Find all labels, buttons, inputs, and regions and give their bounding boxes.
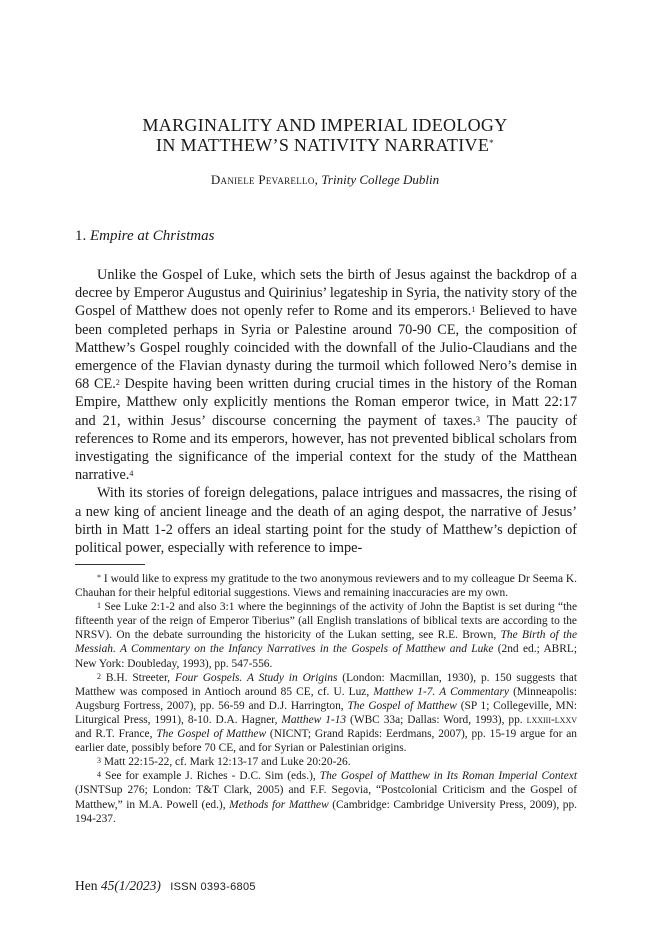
footnote-4-text-c: (Cambridge: Cambridge University Press, 2009), pp. 194-237. — [75, 798, 577, 825]
section-heading — [75, 228, 214, 245]
title-line-2-text: IN MATTHEW’S NATIVITY NARRATIVE — [156, 135, 490, 155]
paragraph-1 — [75, 266, 577, 484]
footnote-1-text-b: (2nd ed.; ABRL; New York: Doubleday, 1993), pp. 547-556. — [75, 643, 577, 670]
journal-volume: 45(1/2023) — [100, 878, 161, 893]
body-text — [75, 266, 577, 557]
footnote-3-text: Matt 22:15-22, cf. Mark 12:13-17 and Luke 20:20-26. — [101, 756, 351, 769]
footnote-ref-4[interactable]: 4 — [129, 469, 134, 479]
footnote-2-text-g: (NICNT; Grand Rapids: Eerdmans, 2007), pp. 15-19 argue for an earlier date, possibly before 70 CE, and for Syrian or Palestinian origins. — [75, 728, 577, 755]
footnote-ref-2[interactable]: 2 — [115, 378, 120, 388]
footnote-1-text-a: See Luke 2:1-2 and also 3:1 where the beginnings of the activity of John the Baptist is set during “the fifteenth year of the reign of Emperor Tiberius” (all English translations of biblical texts are according to the NRSV). On the debate surrounding the historicity of the Lukan setting, see R.E. Brown, — [75, 601, 577, 642]
footnote-2-text-d: (SP 1; Collegeville, MN: Liturgical Press, 1991), 8-10. D.A. Hagner, — [75, 699, 577, 726]
footnote-4 — [75, 769, 577, 825]
footnote-2-title-1: Four Gospels. A Study in Origins — [175, 671, 338, 684]
footnote-1 — [75, 600, 577, 670]
article-title — [60, 115, 590, 155]
page-footer — [75, 878, 256, 894]
footnote-2-title-2: Matthew 1-7. A Commentary — [373, 685, 509, 698]
footnote-2 — [75, 671, 577, 756]
author-name: Daniele Pevarello, — [210, 172, 319, 187]
section-number: 1. — [75, 228, 87, 244]
footnote-4-text-a: See for example J. Riches - D.C. Sim (eds.), — [101, 770, 320, 783]
title-line-2 — [60, 135, 590, 155]
footnote-2-roman-pages: lxxiii-lxxv — [526, 713, 578, 726]
footnote-2-title-5: The Gospel of Matthew — [156, 728, 267, 741]
footnote-ref-1[interactable]: 1 — [471, 305, 476, 315]
paragraph-1-text-d: The paucity of references to Rome and its emperors, however, has not prevented biblical scholars from investigating the significance of the imperial context for the study of the Matthean narrative. — [75, 412, 577, 484]
footnote-star-text: I would like to express my gratitude to the two anonymous reviewers and to my colleague Dr Seema K. Chauhan for their helpful editorial suggestions. Views and remaining inaccuracies are my own. — [75, 573, 577, 600]
journal-issn: ISSN 0393-6805 — [170, 881, 256, 893]
author-affiliation: Trinity College Dublin — [321, 172, 440, 187]
footnote-2-text-b: (London: Macmillan, 1930), p. 150 suggests that Matthew was composed in Antioch around 85 CE, cf. U. Luz, — [75, 671, 578, 698]
journal-name: Hen — [75, 878, 98, 893]
footnote-2-text-a: B.H. Streeter, — [101, 671, 176, 684]
footnote-ref-3[interactable]: 3 — [476, 414, 481, 424]
footnote-4-text-b: (JSNTSup 276; London: T&T Clark, 2005) and F.F. Segovia, “Postcolonial Criticism and the Gospel of Matthew,” in M.A. Powell (ed.), — [75, 784, 577, 811]
footnotes — [75, 572, 577, 826]
footnote-2-title-4: Matthew 1-13 — [281, 713, 347, 726]
footnote-4-title-2: Methods for Matthew — [229, 798, 329, 811]
footnote-2-text-f: and R.T. France, — [75, 728, 157, 741]
footnote-2-text-e: (WBC 33a; Dallas: Word, 1993), pp. — [346, 713, 527, 726]
footnote-4-title-1: The Gospel of Matthew in Its Roman Imperial Context — [319, 770, 577, 783]
footnote-1-title: The Birth of the Messiah. A Commentary on the Infancy Narratives in the Gospels of Matthew and Luke — [75, 629, 578, 656]
paragraph-1-text-a: Unlike the Gospel of Luke, which sets the birth of Jesus against the backdrop of a decree by Emperor Augustus and Quirinius’ legateship in Syria, the nativity story of the Gospel of Matthew does not openly refer to Rome and its emperors. — [75, 267, 577, 320]
paragraph-2: With its stories of foreign delegations, palace intrigues and massacres, the rising of a new king of ancient lineage and the death of an aging despot, the narrative of Jesus’ birth in Matt 1-2 offers an ideal starting point for the study of Matthew’s depiction of political power, especially with reference to impe- — [75, 485, 577, 557]
footnote-4-mark: 4 — [97, 770, 101, 780]
author-line — [60, 172, 590, 188]
footnote-star — [75, 572, 577, 600]
footnote-1-mark: 1 — [97, 601, 101, 611]
footnote-2-title-3: The Gospel of Matthew — [347, 699, 457, 712]
footnote-separator — [75, 564, 145, 565]
footnote-3-mark: 3 — [97, 756, 101, 766]
section-title: Empire at Christmas — [90, 228, 215, 244]
footnote-2-text-c: (Minneapolis: Augsburg Fortress, 2007), pp. 56-59 and D.J. Harrington, — [75, 685, 577, 712]
title-footnote-marker[interactable]: * — [489, 138, 494, 148]
paragraph-1-text-c: Despite having been written during crucial times in the history of the Roman Empire, Matthew only explicitly mentions the Roman emperor twice, in Matt 22:17 and 21, within Jesus’ discourse concerning the payment of taxes. — [75, 376, 577, 429]
footnote-3 — [75, 755, 577, 769]
footnote-star-mark: * — [97, 573, 101, 582]
title-line-1: MARGINALITY AND IMPERIAL IDEOLOGY — [142, 115, 508, 135]
footnote-2-mark: 2 — [97, 671, 101, 681]
paragraph-1-text-b: Believed to have been completed perhaps in Syria or Palestine around 70-90 CE, the composition of Matthew’s Gospel roughly coincided with the downfall of the Julio-Claudians and the emergence of the Flavian dynasty during the turmoil which followed Nero’s demise in 68 CE. — [75, 303, 577, 393]
